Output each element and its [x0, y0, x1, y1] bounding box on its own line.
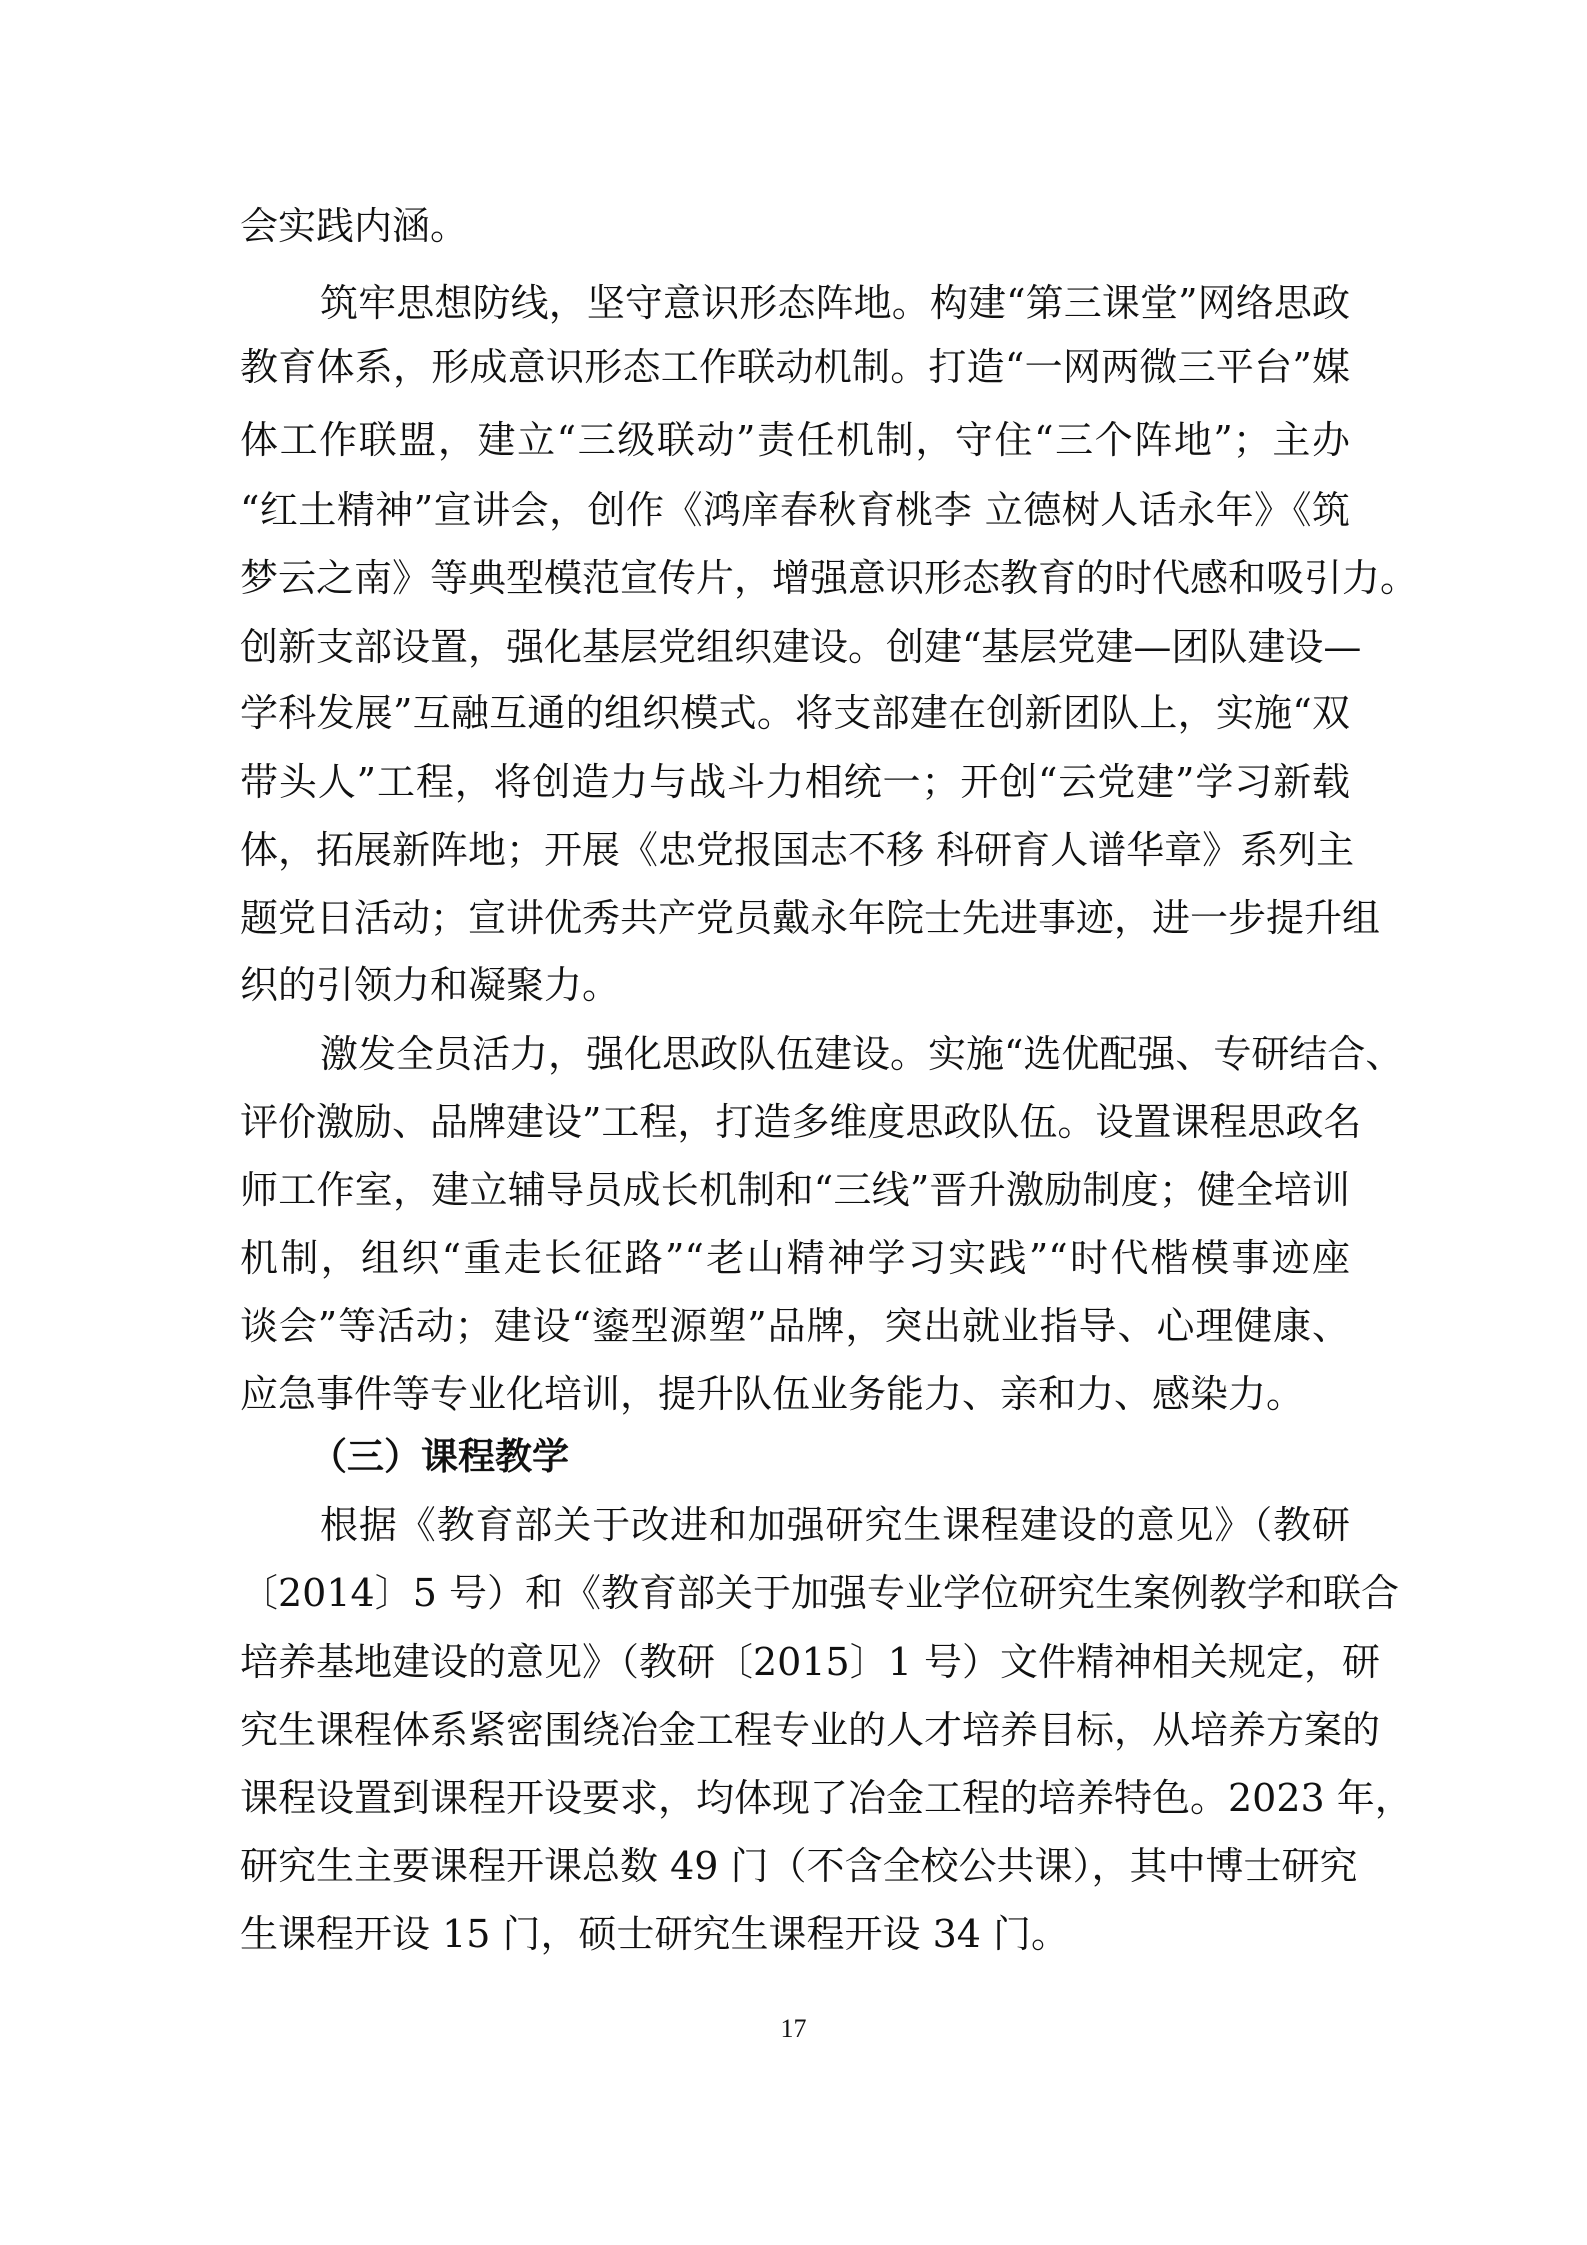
- text-line: 生课程开设 15 门，硕士研究生课程开设 34 门。: [240, 1912, 1070, 1956]
- text-line: 题党日活动；宣讲优秀共产党员戴永年院士先进事迹，进一步提升组: [240, 896, 1381, 940]
- text-line: 根据《教育部关于改进和加强研究生课程建设的意见》（教研: [320, 1503, 1350, 1547]
- text-line: 究生课程体系紧密围绕冶金工程专业的人才培养目标，从培养方案的: [240, 1708, 1381, 1752]
- text-line: 体，拓展新阵地；开展《忠党报国志不移 科研育人谱华章》系列主: [240, 828, 1355, 872]
- text-line: 机制，组织“重走长征路”“老山精神学习实践”“时代楷模事迹座: [240, 1236, 1350, 1280]
- text-line: 应急事件等专业化培训，提升队伍业务能力、亲和力、感染力。: [240, 1372, 1305, 1416]
- text-line: 梦云之南》等典型模范宣传片，增强意识形态教育的时代感和吸引力。: [240, 556, 1419, 600]
- page-number: 17: [780, 2014, 807, 2043]
- text-line: 会实践内涵。: [240, 204, 469, 248]
- text-line: 体工作联盟，建立“三级联动”责任机制，守住“三个阵地”；主办: [240, 418, 1350, 462]
- text-line: 创新支部设置，强化基层党组织建设。创建“基层党建—团队建设—: [240, 625, 1362, 669]
- text-line: 研究生主要课程开课总数 49 门（不含全校公共课），其中博士研究: [240, 1844, 1358, 1888]
- text-line: 织的引领力和凝聚力。: [240, 963, 621, 1007]
- text-line: 〔2014〕5 号）和《教育部关于加强专业学位研究生案例教学和联合: [240, 1571, 1399, 1615]
- text-line: 培养基地建设的意见》（教研〔2015〕1 号）文件精神相关规定，研: [240, 1640, 1380, 1684]
- text-line: 课程设置到课程开设要求，均体现了冶金工程的培养特色。2023 年，: [240, 1776, 1413, 1820]
- text-line: 评价激励、品牌建设”工程，打造多维度思政队伍。设置课程思政名: [240, 1100, 1362, 1144]
- text-line: 教育体系，形成意识形态工作联动机制。打造“一网两微三平台”媒: [240, 345, 1350, 389]
- text-line: “红土精神”宣讲会，创作《鸿庠春秋育桃李 立德树人话永年》《筑: [240, 488, 1350, 532]
- text-line: 学科发展”互融互通的组织模式。将支部建在创新团队上，实施“双: [240, 691, 1350, 735]
- section-heading: （三）课程教学: [310, 1435, 569, 1478]
- text-line: 师工作室，建立辅导员成长机制和“三线”晋升激励制度；健全培训: [240, 1168, 1350, 1212]
- text-line: 激发全员活力，强化思政队伍建设。实施“选优配强、专研结合、: [320, 1032, 1404, 1076]
- text-line: 带头人”工程，将创造力与战斗力相统一；开创“云党建”学习新载: [240, 760, 1350, 804]
- text-line: 筑牢思想防线，坚守意识形态阵地。构建“第三课堂”网络思政: [320, 281, 1350, 325]
- text-line: 谈会”等活动；建设“鎏型源塑”品牌，突出就业指导、心理健康、: [240, 1304, 1350, 1348]
